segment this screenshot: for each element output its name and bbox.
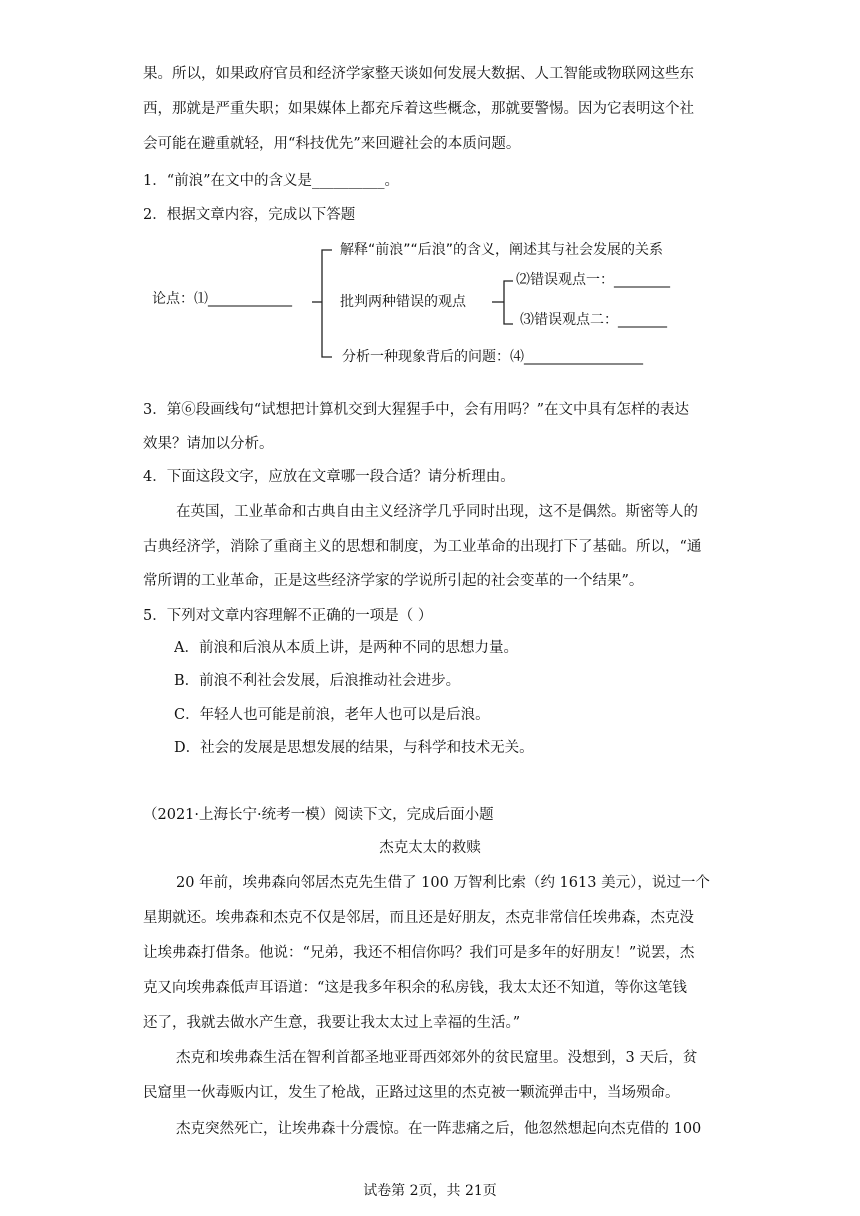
- story-line: 星期就还。埃弗森和杰克不仅是邻居，而且还是好朋友，杰克非常信任埃弗森，杰克没: [143, 910, 694, 926]
- story-title: 杰克太太的救赎: [379, 840, 481, 856]
- section-header: （2021·上海长宁·统考一模）阅读下文，完成后面小题: [143, 807, 494, 823]
- page-footer: 试卷第 2页，共 21页: [363, 1183, 497, 1199]
- passage-line: 在英国，工业革命和古典自由主义经济学几乎同时出现，这不是偶然。斯密等人的: [176, 504, 698, 520]
- question-3: 3．第⑥段画线句“试想把计算机交到大猩猩手中，会有用吗？”在文中具有怎样的表达: [143, 402, 690, 418]
- mindmap-root: 论点：⑴____________: [152, 291, 292, 307]
- passage-line: 古典经济学，消除了重商主义的思想和制度，为工业革命的出现打下了基础。所以，“通: [143, 539, 702, 555]
- option-a: A．前浪和后浪从本质上讲，是两种不同的思想力量。: [174, 640, 518, 656]
- mindmap-sub-2: ⑶错误观点二：_______: [520, 312, 667, 328]
- question-3-cont: 效果？请加以分析。: [143, 436, 274, 452]
- story-line: 杰克突然死亡，让埃弗森十分震惊。在一阵悲痛之后，他忽然想起向杰克借的 100: [176, 1121, 702, 1137]
- story-line: 让埃弗森打借条。他说：“兄弟，我还不相信你吗？我们可是多年的好朋友！”说罢，杰: [143, 945, 695, 961]
- mindmap-branch-3: 分析一种现象背后的问题：⑷_________________: [342, 349, 643, 365]
- option-d: D．社会的发展是思想发展的结果，与科学和技术无关。: [174, 740, 534, 756]
- story-line: 还了，我就去做水产生意，我要让我太太过上幸福的生活。”: [143, 1015, 521, 1031]
- paragraph-line: 西，那就是严重失职；如果媒体上都充斥着这些概念，那就要警惕。因为它表明这个社: [143, 101, 694, 117]
- paragraph-line: 果。所以，如果政府官员和经济学家整天谈如何发展大数据、人工智能或物联网这些东: [143, 66, 694, 82]
- story-line: 民窟里一伙毒贩内讧，发生了枪战，正路过这里的杰克被一颗流弹击中，当场殒命。: [143, 1085, 680, 1101]
- question-1: 1．“前浪”在文中的含义是__________。: [143, 173, 400, 189]
- story-line: 20 年前，埃弗森向邻居杰克先生借了 100 万智利比索（约 1613 美元），说过一个: [176, 875, 710, 891]
- option-c: C．年轻人也可能是前浪，老年人也可以是后浪。: [174, 707, 490, 723]
- passage-line: 常所谓的工业革命，正是这些经济学家的学说所引起的社会变革的一个结果”。: [143, 573, 644, 589]
- story-line: 克又向埃弗森低声耳语道：“这是我多年积余的私房钱，我太太还不知道，等你这笔钱: [143, 980, 687, 996]
- question-2: 2．根据文章内容，完成以下答题: [143, 207, 356, 223]
- mindmap-branch-1: 解释“前浪”“后浪”的含义，阐述其与社会发展的关系: [340, 242, 664, 258]
- argument-mindmap: [140, 232, 730, 372]
- option-b: B．前浪不利社会发展，后浪推动社会进步。: [174, 673, 461, 689]
- question-4: 4．下面这段文字，应放在文章哪一段合适？请分析理由。: [143, 469, 515, 485]
- mindmap-sub-1: ⑵错误观点一：________: [516, 272, 670, 288]
- story-line: 杰克和埃弗森生活在智利首都圣地亚哥西郊郊外的贫民窟里。没想到，3 天后，贫: [176, 1050, 698, 1066]
- question-5: 5．下列对文章内容理解不正确的一项是（ ）: [143, 608, 433, 624]
- mindmap-branch-2: 批判两种错误的观点: [340, 294, 466, 310]
- paragraph-line: 会可能在避重就轻，用“科技优先”来回避社会的本质问题。: [143, 136, 521, 152]
